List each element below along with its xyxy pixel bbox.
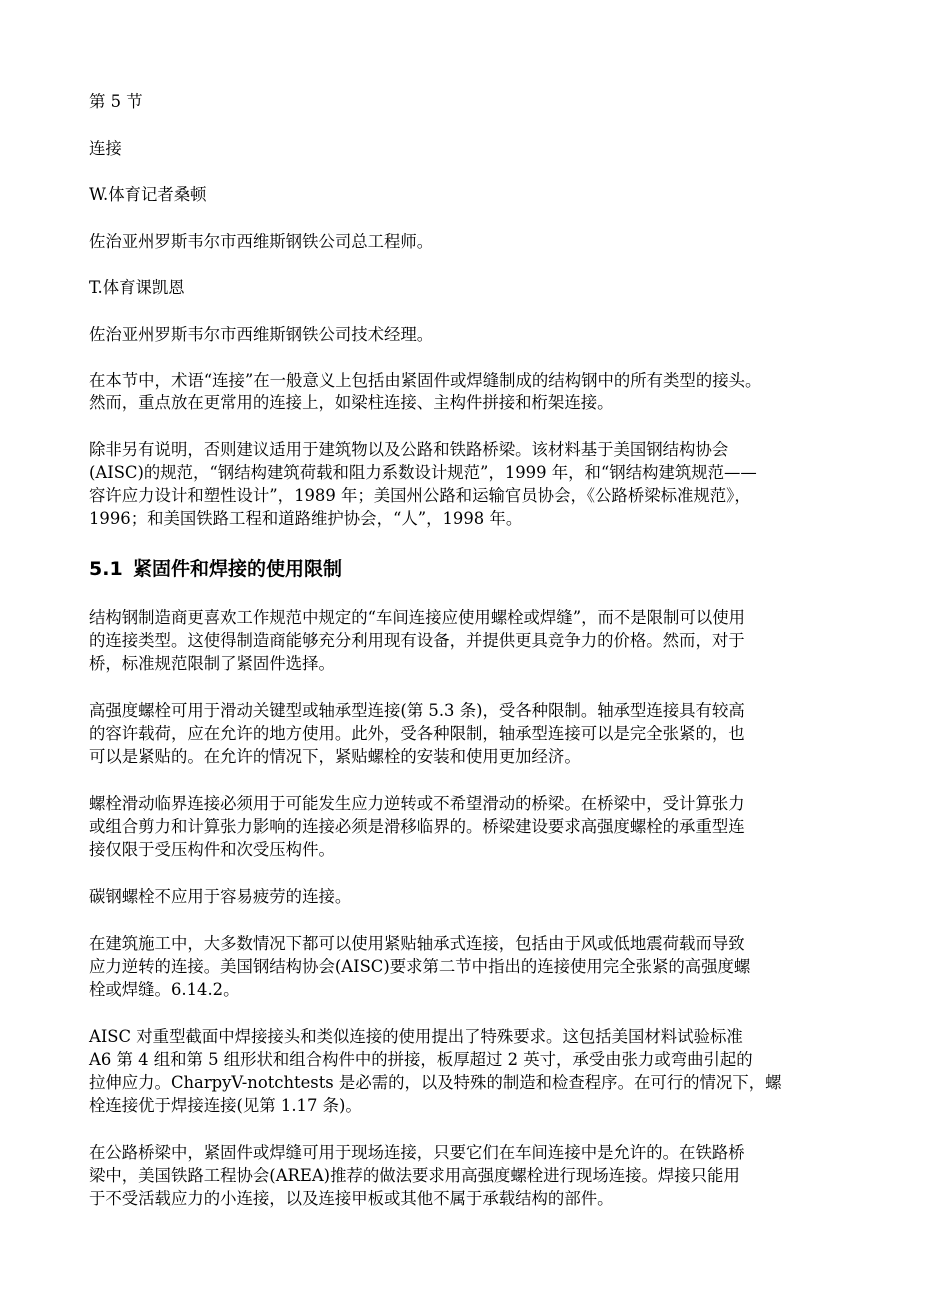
paragraph-line: AISC 对重型截面中焊接接头和类似连接的使用提出了特殊要求。这包括美国材料试验标准 <box>89 1027 743 1046</box>
paragraph-line: 的连接类型。这使得制造商能够充分利用现有设备，并提供更具竞争力的价格。然而，对于 <box>89 631 745 650</box>
author-2-affiliation: 佐治亚州罗斯韦尔市西维斯钢铁公司技术经理。 <box>89 325 434 344</box>
paragraph-line: 除非另有说明，否则建议适用于建筑物以及公路和铁路桥梁。该材料基于美国钢结构协会 <box>89 440 729 459</box>
paragraph-line: 在本节中，术语“连接”在一般意义上包括由紧固件或焊缝制成的结构钢中的所有类型的接头。 <box>89 371 762 390</box>
section-number: 5.1 <box>89 558 123 580</box>
paragraph-line: 栓或焊缝。6.14.2。 <box>89 980 240 999</box>
paragraph-line: 在公路桥梁中，紧固件或焊缝可用于现场连接，只要它们在车间连接中是允许的。在铁路桥 <box>89 1143 745 1162</box>
paragraph-line: 梁中，美国铁路工程协会(AREA)推荐的做法要求用高强度螺栓进行现场连接。焊接只能用 <box>89 1166 740 1185</box>
paragraph-line: 在建筑施工中，大多数情况下都可以使用紧贴轴承式连接，包括由于风或低地震荷载而导致 <box>89 934 745 953</box>
paragraph-line: 结构钢制造商更喜欢工作规范中规定的“车间连接应使用螺栓或焊缝”，而不是限制可以使用 <box>89 608 745 627</box>
paragraph-line: (AISC)的规范，“钢结构建筑荷载和阻力系数设计规范”，1999 年，和“钢结构建筑规范—— <box>89 463 757 482</box>
paragraph-line: 拉伸应力。CharpyV-notchtests 是必需的，以及特殊的制造和检查程序。在可行的情况下，螺 <box>89 1073 782 1092</box>
paragraph-line: 然而，重点放在更常用的连接上，如梁柱连接、主构件拼接和桁架连接。 <box>89 393 614 412</box>
paragraph-line: 于不受活载应力的小连接，以及连接甲板或其他不属于承载结构的部件。 <box>89 1189 614 1208</box>
paragraph-line: 的容许载荷，应在允许的地方使用。此外，受各种限制，轴承型连接可以是完全张紧的，也 <box>89 724 745 743</box>
section-label: 第 5 节 <box>89 92 143 111</box>
paragraph-line: 高强度螺栓可用于滑动关键型或轴承型连接(第 5.3 条)，受各种限制。轴承型连接具有较高 <box>89 701 745 720</box>
paragraph-line: 碳钢螺栓不应用于容易疲劳的连接。 <box>89 887 352 906</box>
section-heading <box>89 556 342 582</box>
author-1-name: W.体育记者桑顿 <box>89 185 207 204</box>
paragraph-line: 桥，标准规范限制了紧固件选择。 <box>89 654 335 673</box>
paragraph-line: 接仅限于受压构件和次受压构件。 <box>89 840 335 859</box>
paragraph-line: 容许应力设计和塑性设计”，1989 年；美国州公路和运输官员协会，《公路桥梁标准规范》， <box>89 486 751 505</box>
author-2-name: T.体育课凯恩 <box>89 278 185 297</box>
section-heading-title: 紧固件和焊接的使用限制 <box>133 558 343 580</box>
paragraph-line: 或组合剪力和计算张力影响的连接必须是滑移临界的。桥梁建设要求高强度螺栓的承重型连 <box>89 817 745 836</box>
paragraph-line: 栓连接优于焊接连接(见第 1.17 条)。 <box>89 1096 362 1115</box>
paragraph-line: 螺栓滑动临界连接必须用于可能发生应力逆转或不希望滑动的桥梁。在桥梁中，受计算张力 <box>89 794 745 813</box>
section-title: 连接 <box>89 139 122 158</box>
paragraph-line: 应力逆转的连接。美国钢结构协会(AISC)要求第二节中指出的连接使用完全张紧的高强度螺 <box>89 957 751 976</box>
paragraph-line: A6 第 4 组和第 5 组形状和组合构件中的拼接，板厚超过 2 英寸，承受由张力或弯曲引起的 <box>89 1050 753 1069</box>
paragraph-line: 可以是紧贴的。在允许的情况下，紧贴螺栓的安装和使用更加经济。 <box>89 747 581 766</box>
author-1-affiliation: 佐治亚州罗斯韦尔市西维斯钢铁公司总工程师。 <box>89 232 434 251</box>
paragraph-line: 1996；和美国铁路工程和道路维护协会，“人”，1998 年。 <box>89 509 523 528</box>
